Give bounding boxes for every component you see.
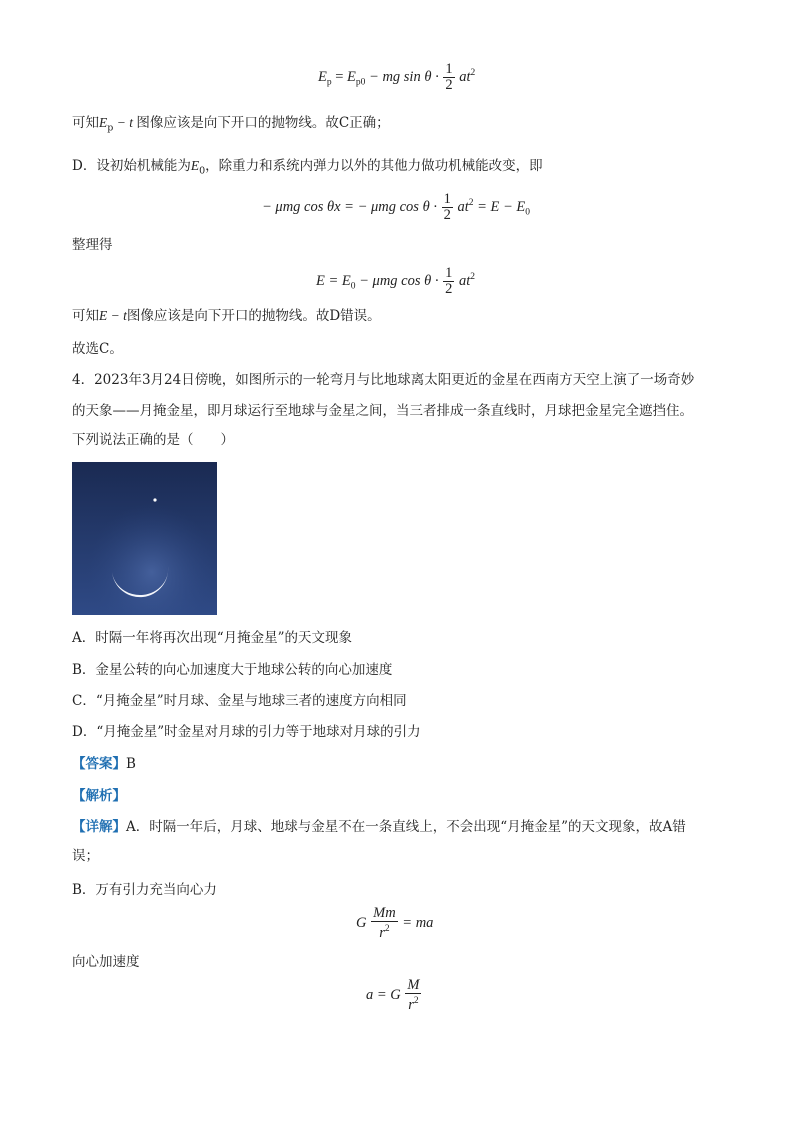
analysis-line bbox=[72, 786, 126, 806]
option-b: B．金星公转的向心加速度大于地球公转的向心加速度 bbox=[72, 662, 393, 678]
paragraph-option-d-setup: D．设初始机械能为$E_0$，除重力和系统内弹力以外的其他力做功机械能改变，即 bbox=[72, 158, 543, 177]
answer-label: 【答案】 bbox=[72, 756, 126, 772]
analysis-label: 【解析】 bbox=[72, 788, 126, 804]
equation-friction-work: − μmg cos θx = − μmg cos θ · $\frac{1}{2}$ $at^2 = E - E_0$ bbox=[262, 191, 531, 223]
equation-potential-energy: $E_p = E_{p0}$ − mg sin θ · $\frac{1}{2}$ $at^2$ bbox=[318, 61, 476, 93]
question-4-line-1: 4．2023年3月24日傍晚，如图所示的一轮弯月与比地球离太阳更近的金星在西南方天空上演了一场奇妙 bbox=[72, 372, 695, 388]
paragraph-gravity-centripetal: B．万有引力充当向心力 bbox=[72, 882, 217, 898]
answer-value: B bbox=[126, 756, 136, 772]
moon-venus-photo bbox=[72, 462, 217, 615]
equation-mechanical-energy: $E = E_0 - \mu mg$ cos θ · $\frac{1}{2}$ $at^2$ bbox=[316, 265, 476, 297]
paragraph-rearrange: 整理得 bbox=[72, 237, 113, 253]
question-4-line-3: 下列说法正确的是（ ） bbox=[72, 432, 234, 448]
paragraph-e-conclusion: 可知E − t图像应该是向下开口的抛物线。故D错误。 bbox=[72, 308, 381, 324]
paragraph-centripetal-accel: 向心加速度 bbox=[72, 954, 140, 970]
option-d: D．“月掩金星”时金星对月球的引力等于地球对月球的引力 bbox=[72, 724, 421, 740]
option-a: A．时隔一年将再次出现“月掩金星”的天文现象 bbox=[72, 630, 353, 646]
paragraph-ep-conclusion: 可知$E_p - t$ 图像应该是向下开口的抛物线。故C正确； bbox=[72, 115, 390, 134]
detail-line-2: 误； bbox=[72, 848, 99, 864]
answer-line bbox=[72, 754, 136, 774]
paragraph-choice-c: 故选C。 bbox=[72, 341, 123, 357]
detail-label: 【详解】 bbox=[72, 819, 126, 835]
equation-acceleration: a = G $\frac{M}{r^2}$ bbox=[366, 977, 420, 1013]
question-4-line-2: 的天象——月掩金星，即月球运行至地球与金星之间，当三者排成一条直线时，月球把金星完全遮挡住。 bbox=[72, 403, 693, 419]
option-c: C．“月掩金星”时月球、金星与地球三者的速度方向相同 bbox=[72, 693, 407, 709]
equation-gravity: G $\frac{Mm}{r^2}$ = ma bbox=[356, 905, 434, 941]
detail-line-1: 【详解】A．时隔一年后，月球、地球与金星不在一条直线上，不会出现“月掩金星”的天文现象，故A错 bbox=[72, 819, 686, 835]
venus-dot bbox=[153, 498, 156, 501]
